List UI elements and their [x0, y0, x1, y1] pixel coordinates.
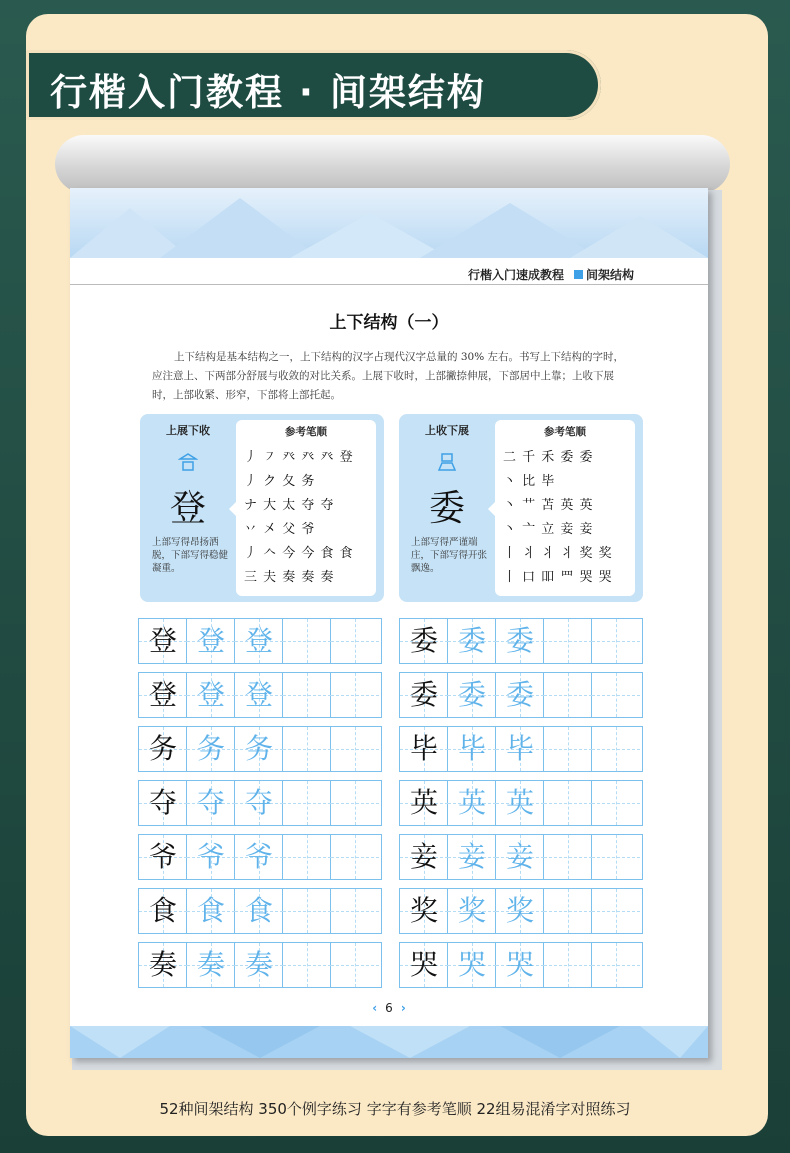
practice-char-cell — [496, 889, 544, 933]
prev-arrow-icon: ‹ — [372, 1001, 378, 1015]
practice-char-cell — [139, 889, 187, 933]
footer-caption: 52种间架结构 350个例字练习 字字有参考笔顺 22组易混淆字对照练习 — [159, 1100, 631, 1118]
practice-row — [138, 942, 382, 988]
practice-row — [138, 834, 382, 880]
practice-char-cell — [400, 835, 448, 879]
trace-char: 奖 — [457, 894, 486, 927]
trace-char: 毕 — [505, 732, 534, 765]
trace-char: 爷 — [244, 840, 273, 873]
practice-char-cell — [235, 889, 283, 933]
practice-char-cell — [448, 943, 496, 987]
model-char: 英 — [409, 786, 438, 819]
practice-char-cell — [139, 835, 187, 879]
trace-char: 务 — [196, 732, 225, 765]
trace-char: 委 — [457, 624, 486, 657]
practice-row — [399, 834, 643, 880]
stroke-order-line: 丶 亠 立 妾 妾 — [503, 522, 594, 537]
bottom-triangles — [70, 1026, 708, 1058]
top-decoration — [70, 188, 708, 258]
section-name: 间架结构 — [586, 268, 635, 282]
intro-paragraph: 上下结构是基本结构之一，上下结构的汉字占现代汉字总量的 30% 左右。书写上下结构的字时，应注意上、下两部分舒展与收敛的对比关系。上展下收时，上部撇捺伸展，下部居中上靠；上收下展时，上部收紧、形窄，下部将上部托起。 — [152, 351, 625, 401]
empty-practice-cell — [331, 727, 379, 771]
practice-char-cell — [496, 727, 544, 771]
trace-char: 食 — [244, 894, 273, 927]
empty-practice-cell — [331, 943, 379, 987]
stroke-order-line: ナ 大 太 夺 夺 — [244, 498, 335, 513]
practice-row — [399, 780, 643, 826]
panel-title: 上收下展 — [425, 424, 469, 437]
practice-row — [399, 942, 643, 988]
stroke-order-line: 丿 ㇇ 癶 癶 癶 登 — [244, 450, 354, 465]
trace-char: 哭 — [457, 948, 486, 981]
top-wide-icon — [178, 452, 198, 472]
trace-char: 妾 — [505, 840, 534, 873]
empty-practice-cell — [592, 943, 640, 987]
practice-char-cell — [187, 727, 235, 771]
model-char: 爷 — [148, 840, 177, 873]
stroke-order-line: 丶 比 毕 — [503, 474, 556, 489]
practice-char-cell — [139, 727, 187, 771]
empty-practice-cell — [592, 889, 640, 933]
practice-char-cell — [139, 781, 187, 825]
trace-char: 登 — [196, 678, 225, 711]
panel-bottom-wide — [399, 414, 643, 602]
practice-char-cell — [448, 619, 496, 663]
empty-practice-cell — [331, 889, 379, 933]
trace-char: 委 — [505, 678, 534, 711]
practice-row — [399, 618, 643, 664]
trace-char: 奏 — [244, 948, 273, 981]
model-char: 夺 — [148, 786, 177, 819]
page-number — [70, 1001, 708, 1015]
practice-char-cell — [496, 943, 544, 987]
empty-practice-cell — [544, 673, 592, 717]
stroke-order-box — [495, 420, 635, 596]
empty-practice-cell — [331, 835, 379, 879]
practice-char-cell — [448, 727, 496, 771]
practice-char-cell — [235, 781, 283, 825]
practice-char-cell — [448, 673, 496, 717]
practice-char-cell — [139, 619, 187, 663]
next-arrow-icon: › — [400, 1001, 406, 1015]
page-number-value: 6 — [385, 1001, 393, 1015]
trace-char: 登 — [244, 678, 273, 711]
panel-description: 上部写得昂扬洒脱，下部写得稳健凝重。 — [152, 537, 229, 574]
trace-char: 毕 — [457, 732, 486, 765]
practice-row — [138, 888, 382, 934]
bottom-wide-icon — [437, 452, 457, 472]
practice-row — [138, 618, 382, 664]
practice-char-cell — [187, 781, 235, 825]
practice-row — [138, 672, 382, 718]
practice-char-cell — [448, 835, 496, 879]
book-page — [70, 188, 708, 1058]
practice-char-cell — [496, 619, 544, 663]
stroke-order-line: 丨 口 吅 罒 哭 哭 — [503, 570, 613, 585]
practice-char-cell — [496, 781, 544, 825]
trace-char: 妾 — [457, 840, 486, 873]
trace-char: 食 — [196, 894, 225, 927]
stroke-order-box — [236, 420, 376, 596]
square-bullet-icon — [574, 270, 583, 279]
empty-practice-cell — [544, 943, 592, 987]
trace-char: 奖 — [505, 894, 534, 927]
empty-practice-cell — [592, 835, 640, 879]
stroke-order-title: 参考笔顺 — [544, 426, 586, 438]
empty-practice-cell — [283, 889, 331, 933]
model-char: 妾 — [409, 840, 438, 873]
paper-roll — [55, 135, 730, 193]
practice-char-cell — [400, 619, 448, 663]
example-char: 委 — [428, 488, 465, 529]
example-char: 登 — [169, 488, 206, 529]
practice-char-cell — [235, 943, 283, 987]
empty-practice-cell — [283, 673, 331, 717]
trace-char: 务 — [244, 732, 273, 765]
banner-title: 行楷入门教程 · 间架结构 — [50, 71, 486, 114]
panel-title: 上展下收 — [166, 424, 210, 437]
practice-char-cell — [187, 889, 235, 933]
practice-char-cell — [187, 943, 235, 987]
book-name: 行楷入门速成教程 — [468, 268, 565, 282]
practice-char-cell — [187, 835, 235, 879]
practice-char-cell — [400, 727, 448, 771]
model-char: 登 — [148, 678, 177, 711]
trace-char: 夺 — [244, 786, 273, 819]
empty-practice-cell — [544, 835, 592, 879]
practice-char-cell — [235, 673, 283, 717]
practice-char-cell — [400, 943, 448, 987]
practice-char-cell — [235, 727, 283, 771]
model-char: 登 — [148, 624, 177, 657]
model-char: 哭 — [409, 948, 438, 981]
stroke-order-line: 三 夫 奏 奏 奏 — [244, 570, 335, 585]
panel-description: 上部写得严谨端庄，下部写得开张飘逸。 — [411, 537, 488, 574]
model-char: 委 — [409, 678, 438, 711]
empty-practice-cell — [283, 835, 331, 879]
stroke-order-title: 参考笔顺 — [285, 426, 327, 438]
trace-char: 委 — [505, 624, 534, 657]
trace-char: 爷 — [196, 840, 225, 873]
practice-char-cell — [496, 835, 544, 879]
practice-char-cell — [235, 619, 283, 663]
trace-char: 登 — [244, 624, 273, 657]
model-char: 奖 — [409, 894, 438, 927]
empty-practice-cell — [283, 727, 331, 771]
stroke-order-line: 丶 艹 苫 英 英 — [503, 498, 594, 513]
practice-row — [399, 726, 643, 772]
practice-char-cell — [139, 943, 187, 987]
empty-practice-cell — [283, 781, 331, 825]
top-triangles — [70, 188, 708, 258]
practice-char-cell — [139, 673, 187, 717]
stroke-order-line: 二 千 禾 委 委 — [503, 450, 594, 465]
model-char: 毕 — [409, 732, 438, 765]
trace-char: 英 — [457, 786, 486, 819]
stroke-order-line: 丿 ク 夂 务 — [244, 474, 316, 489]
trace-char: 夺 — [196, 786, 225, 819]
panel-top-wide — [140, 414, 384, 602]
practice-char-cell — [187, 673, 235, 717]
empty-practice-cell — [283, 943, 331, 987]
page-title: 上下结构（一） — [329, 313, 449, 333]
empty-practice-cell — [544, 727, 592, 771]
practice-char-cell — [400, 781, 448, 825]
practice-char-cell — [187, 619, 235, 663]
bottom-decoration — [70, 1026, 708, 1058]
practice-row — [399, 888, 643, 934]
trace-char: 委 — [457, 678, 486, 711]
trace-char: 哭 — [505, 948, 534, 981]
practice-char-cell — [448, 781, 496, 825]
model-char: 奏 — [148, 948, 177, 981]
stroke-order-line: 丨 丬 丬 丬 奖 奖 — [503, 546, 613, 561]
stroke-order-line: 丷 㐅 父 爷 — [244, 522, 316, 537]
empty-practice-cell — [592, 619, 640, 663]
practice-char-cell — [235, 835, 283, 879]
trace-char: 登 — [196, 624, 225, 657]
empty-practice-cell — [592, 727, 640, 771]
empty-practice-cell — [283, 619, 331, 663]
trace-char: 英 — [505, 786, 534, 819]
empty-practice-cell — [331, 619, 379, 663]
empty-practice-cell — [544, 619, 592, 663]
practice-char-cell — [400, 673, 448, 717]
empty-practice-cell — [592, 781, 640, 825]
practice-row — [399, 672, 643, 718]
trace-char: 奏 — [196, 948, 225, 981]
practice-row — [138, 780, 382, 826]
stroke-order-line: 丿 𠆢 今 今 食 食 — [244, 546, 354, 561]
model-char: 务 — [148, 732, 177, 765]
header-divider — [70, 284, 708, 285]
empty-practice-cell — [331, 673, 379, 717]
practice-char-cell — [448, 889, 496, 933]
running-header — [468, 266, 634, 283]
empty-practice-cell — [331, 781, 379, 825]
practice-char-cell — [496, 673, 544, 717]
model-char: 委 — [409, 624, 438, 657]
model-char: 食 — [148, 894, 177, 927]
stroke-order-list — [244, 446, 374, 590]
stroke-order-list — [503, 446, 633, 590]
empty-practice-cell — [544, 889, 592, 933]
practice-row — [138, 726, 382, 772]
empty-practice-cell — [592, 673, 640, 717]
practice-char-cell — [400, 889, 448, 933]
empty-practice-cell — [544, 781, 592, 825]
